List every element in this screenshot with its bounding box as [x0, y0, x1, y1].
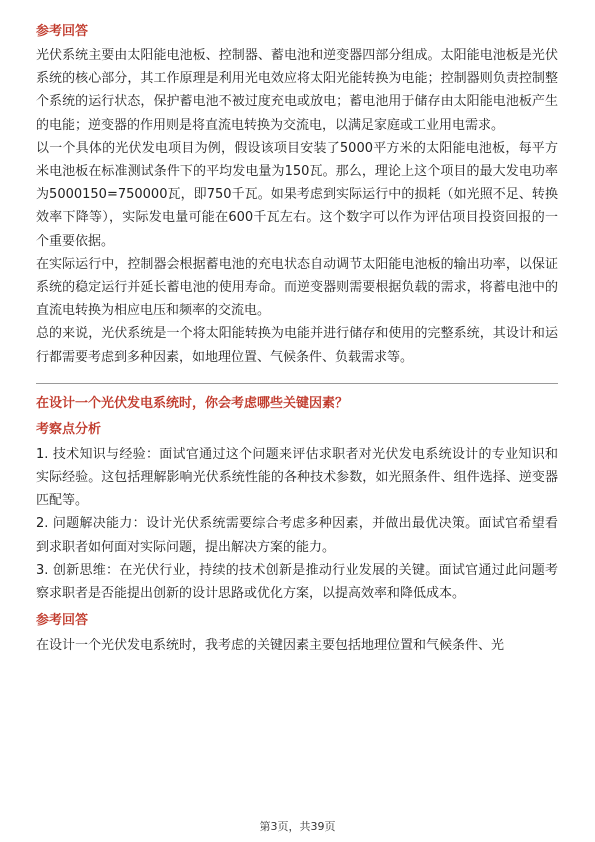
page-number: 第3页，共39页 — [259, 820, 336, 833]
answer-paragraph-example: 以一个具体的光伏发电项目为例，假设该项目安装了5000平方米的太阳能电池板，每平方米电池板在标准测试条件下的平均发电量为150瓦。那么，理论上这个项目的最大发电功率为5000150=750000瓦，即750千瓦。如果考虑到实际运行中的损耗（如光照不足、转换效率下降等），实际发电量可能在600千瓦左右。这个数字可以作为评估项目投资回报的一个重要依据。 — [36, 140, 558, 249]
document-page — [36, 18, 558, 657]
answer-paragraph-summary: 总的来说，光伏系统是一个将太阳能转换为电能并进行储存和使用的完整系统，其设计和运行都需要考虑到多种因素，如地理位置、气候条件、负载需求等。 — [36, 326, 558, 365]
analysis-point-problem-solving: 2. 问题解决能力：设计光伏系统需要综合考虑多种因素，并做出最优决策。面试官希望看到求职者如何面对实际问题，提出解决方案的能力。 — [36, 516, 558, 555]
interview-question: 在设计一个光伏发电系统时，你会考虑哪些关键因素？ — [36, 395, 349, 411]
section-divider — [36, 383, 558, 384]
analysis-point-technical: 1. 技术知识与经验：面试官通过这个问题来评估求职者对光伏发电系统设计的专业知识和实际经验。这包括理解影响光伏系统性能的各种技术参数，如光照条件、组件选择、逆变器匹配等。 — [36, 446, 558, 509]
analysis-point-innovation: 3. 创新思维：在光伏行业，持续的技术创新是推动行业发展的关键。面试官通过此问题考察求职者是否能提出创新的设计思路或优化方案，以提高效率和降低成本。 — [36, 562, 558, 602]
reference-answer-heading-2: 参考回答 — [36, 613, 89, 629]
answer-paragraph-components: 光伏系统主要由太阳能电池板、控制器、蓄电池和逆变器四部分组成。太阳能电池板是光伏系统的核心部分，其工作原理是利用光电效应将太阳光能转换为电能；控制器则负责控制整个系统的运行状态，保护蓄电池不被过度充电或放电；蓄电池用于储存由太阳能电池板产生的电能；逆变器的作用则是将直流电转换为交流电，以满足家庭或工业用电需求。 — [36, 48, 558, 133]
answer-paragraph-operation: 在实际运行中，控制器会根据蓄电池的充电状态自动调节太阳能电池板的输出功率，以保证系统的稳定运行并延长蓄电池的使用寿命。而逆变器则需要根据负载的需求，将蓄电池中的直流电转换为相应电压和频率的交流电。 — [36, 256, 558, 319]
analysis-heading: 考察点分析 — [36, 421, 102, 437]
reference-answer-heading: 参考回答 — [36, 24, 89, 39]
answer-paragraph-design: 在设计一个光伏发电系统时，我考虑的关键因素主要包括地理位置和气候条件、光 — [36, 638, 505, 654]
